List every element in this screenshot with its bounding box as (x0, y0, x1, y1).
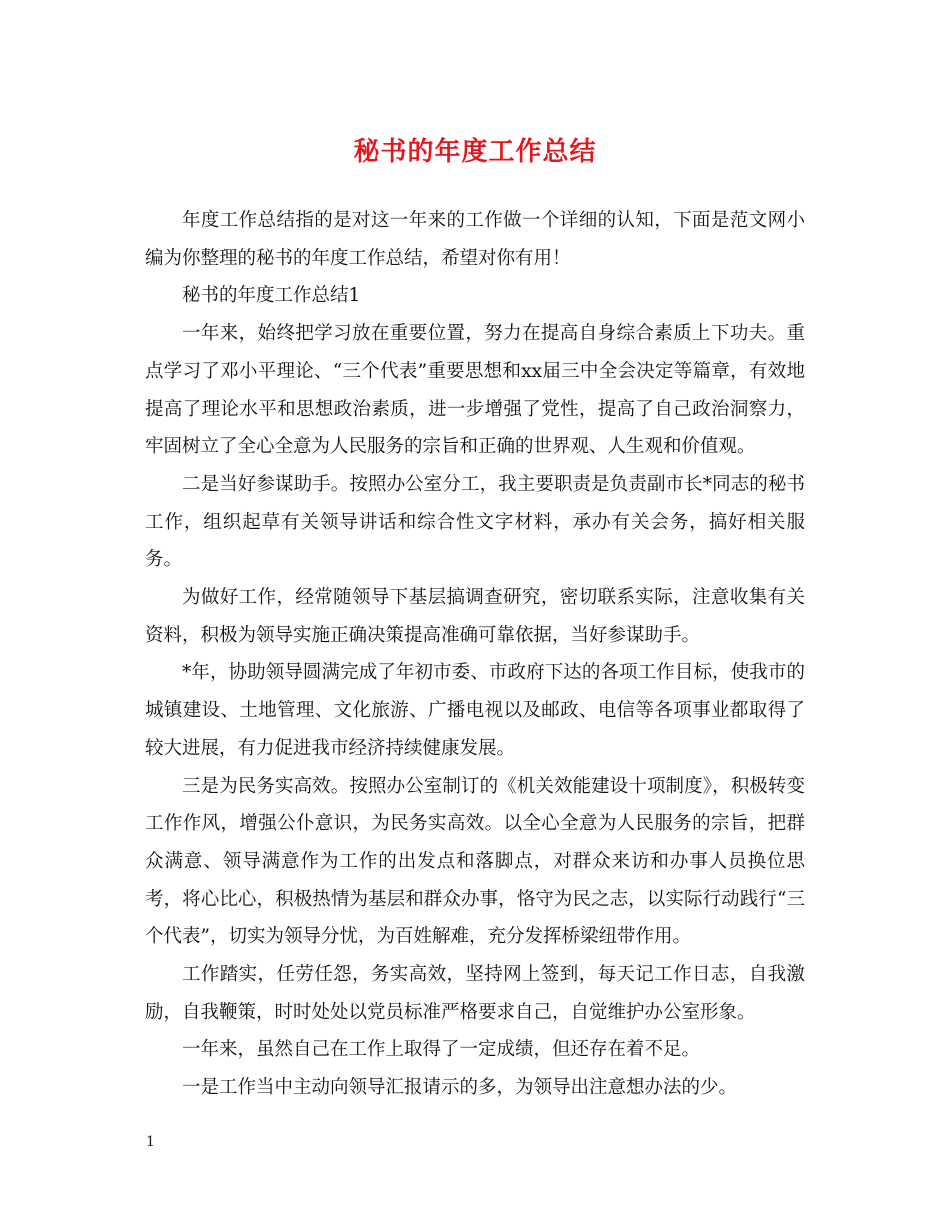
body-paragraph: 一年来，始终把学习放在重要位置，努力在提高自身综合素质上下功夫。重点学习了邓小平理论、“三个代表”重要思想和xx届三中全会决定等篇章，有效地提高了理论水平和思想政治素质，进一步增强了党性，提高了自己政治洞察力，牢固树立了全心全意为人民服务的宗旨和正确的世界观、人生观和价值观。 (145, 323, 805, 458)
body-paragraph: 一是工作当中主动向领导汇报请示的多，为领导出注意想办法的少。 (182, 1077, 738, 1099)
body-paragraph: 二是当好参谋助手。按照办公室分工，我主要职责是负责副市长*同志的秘书工作，组织起草有关领导讲话和综合性文字材料，承办有关会务，搞好相关服务。 (145, 473, 805, 571)
document-body (145, 202, 805, 1107)
body-paragraph: 为做好工作，经常随领导下基层搞调查研究，密切联系实际，注意收集有关资料，积极为领导实施正确决策提高准确可靠依据，当好参谋助手。 (145, 587, 805, 646)
intro-paragraph: 年度工作总结指的是对这一年来的工作做一个详细的认知，下面是范文网小编为你整理的秘书的年度工作总结，希望对你有用！ (145, 210, 805, 269)
section-heading: 秘书的年度工作总结1 (182, 285, 361, 307)
body-paragraph: 三是为民务实高效。按照办公室制订的《机关效能建设十项制度》，积极转变工作作风，增强公仆意识，为民务实高效。以全心全意为人民服务的宗旨，把群众满意、领导满意作为工作的出发点和落脚点，对群众来访和办事人员换位思考，将心比心，积极热情为基层和群众办事，恪守为民之志，以实际行动践行“三个代表”，切实为领导分忧，为百姓解难，充分发挥桥梁纽带作用。 (145, 775, 805, 948)
body-paragraph: 一年来，虽然自己在工作上取得了一定成绩，但还存在着不足。 (182, 1039, 701, 1061)
document-title: 秘书的年度工作总结 (353, 137, 597, 167)
body-paragraph: 工作踏实，任劳任怨，务实高效，坚持网上签到，每天记工作日志，自我激励，自我鞭策，时时处处以党员标准严格要求自己，自觉维护办公室形象。 (145, 964, 805, 1023)
page-number: 1 (146, 1134, 155, 1150)
body-paragraph: *年，协助领导圆满完成了年初市委、市政府下达的各项工作目标，使我市的城镇建设、土地管理、文化旅游、广播电视以及邮政、电信等各项事业都取得了较大进展，有力促进我市经济持续健康发展。 (145, 662, 805, 759)
